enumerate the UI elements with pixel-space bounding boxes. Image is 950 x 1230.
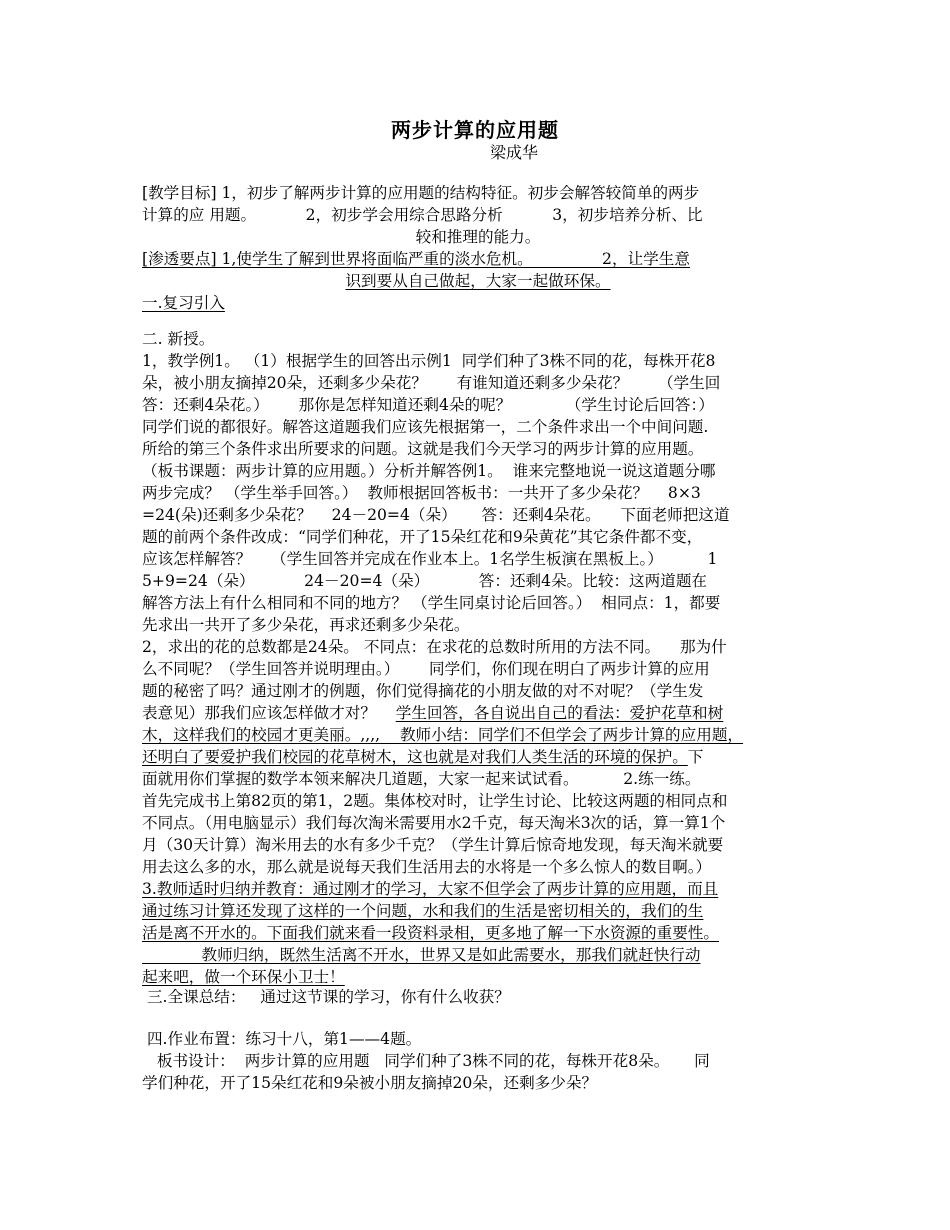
practice-line: 月（30天计算）淘米用去的水有多少千克？（学生计算后惊奇地发现，每天淘米就要 bbox=[142, 836, 724, 854]
section-review bbox=[142, 292, 814, 314]
teacher-summary-underlined: 还明白了要爱护我们校园的花草树木，这也就是对我们人类生活的环境的保护。 bbox=[142, 748, 688, 766]
body-line: （板书课题：两步计算的应用题。）分析并解答例1。 谁来完整地说一说这道题分哪 bbox=[142, 462, 716, 480]
objectives-line: [教学目标] 1，初步了解两步计算的应用题的结构特征。初步会解答较简单的两步 bbox=[142, 184, 700, 202]
body-line: 面就用你们掌握的数学本领来解决几道题，大家一起来试试看。 2.练一练。 bbox=[142, 770, 701, 788]
body-line: =24(朵)还剩多少朵花？ 24－20=4（朵） 答：还剩4朵花。 下面老师把这道 bbox=[142, 506, 730, 524]
student-answer-underlined: 学生回答，各自说出自己的看法：爱护花草和树 bbox=[395, 704, 724, 722]
body-line: 题的秘密了吗？通过刚才的例题，你们觉得摘花的小朋友做的对不对呢？（学生发 bbox=[142, 682, 704, 700]
penetration-points bbox=[142, 248, 814, 292]
body-line: 表意见）那我们应该怎样做才对？ bbox=[142, 704, 376, 722]
summary-line: 3.教师适时归纳并教育：通过刚才的学习，大家不但学会了两步计算的应用题，而且 bbox=[142, 880, 719, 898]
penetration-line-centered bbox=[142, 270, 814, 292]
body-line: 1，教学例1。 （1）根据学生的回答出示例1 同学们种了3株不同的花，每株开花8 bbox=[142, 352, 716, 370]
practice-line: 用去这么多的水，那么就是说每天我们生活用去的水将是一个多么惊人的数目啊。） bbox=[142, 858, 712, 876]
objectives-line: 计算的应 用题。 2，初步学会用综合思路分析 3，初步培养分析、比 bbox=[142, 206, 703, 224]
document-title: 两步计算的应用题 bbox=[391, 118, 559, 142]
board-design-line: 板书设计： 两步计算的应用题 同学们种了3株不同的花，每株开花8朵。 同 bbox=[142, 1052, 710, 1070]
penetration-line: [渗透要点] 1,使学生了解到世界将面临严重的淡水危机。 2，让学生意 bbox=[142, 250, 690, 268]
section-summary-text: 三.全课总结： 通过这节课的学习，你有什么收获？ bbox=[142, 988, 510, 1006]
body-line: 两步完成？ （学生举手回答。） 教师根据回答板书：一共开了多少朵花？ 8×3 bbox=[142, 484, 701, 502]
section-homework bbox=[142, 1028, 814, 1094]
body-line: 5+9=24（朵） 24－20=4（朵） 答：还剩4朵。比较：这两道题在 bbox=[142, 572, 708, 590]
body-line: 所给的第三个条件求出所要求的问题。这就是我们今天学习的两步计算的应用题。 bbox=[142, 440, 704, 458]
body-line-mixed bbox=[142, 702, 814, 724]
body-line: 解答方法上有什么相同和不同的地方？ （学生同桌讨论后回答。） 相同点：1，都要 bbox=[142, 594, 721, 612]
section-new-heading: 二. 新授。 bbox=[142, 330, 215, 348]
section-review-heading: 一.复习引入 bbox=[142, 294, 225, 312]
body-line: 2，求出的花的总数都是24朵。 不同点：在求花的总数时所用的方法不同。 那为什 bbox=[142, 638, 727, 656]
penetration-line: 识到要从自己做起，大家一起做环保。 bbox=[345, 272, 611, 290]
practice-line: 首先完成书上第82页的第1，2题。集体校对时，让学生讨论、比较这两题的相同点和 bbox=[142, 792, 728, 810]
body-line: 朵，被小朋友摘掉20朵，还剩多少朵花？ 有谁知道还剩多少朵花？ （学生回 bbox=[142, 374, 721, 392]
body-line: 题的前两个条件改成：“同学们种花，开了15朵红花和9朵黄花”其它条件都不变， bbox=[142, 528, 703, 546]
practice-line: 不同点。（用电脑显示）我们每次淘米需要用水2千克，每天淘米3次的话，算一算1个 bbox=[142, 814, 726, 832]
body-line: 先求出一共开了多少朵花，再求还剩多少朵花。 bbox=[142, 616, 470, 634]
summary-line: 起来吧，做一个环保小卫士！ bbox=[142, 968, 345, 986]
teacher-summary-underlined: 木，这样我们的校园才更美丽。,,,, 教师小结：同学们不但学会了两步计算的应用题， bbox=[142, 726, 744, 744]
summary-line: 活是离不开水的。下面我们就来看一段资料录相，更多地了解一下水资源的重要性。 bbox=[142, 924, 719, 942]
teaching-objectives bbox=[142, 182, 814, 248]
summary-line: 教师归纳，既然生活离不开水，世界又是如此需要水，那我们就赶快行动 bbox=[142, 946, 701, 964]
section-summary bbox=[142, 986, 814, 1008]
body-line: 答：还剩4朵花。） 那你是怎样知道还剩4朵的呢？ （学生讨论后回答：） bbox=[142, 396, 714, 414]
section-homework-text: 四.作业布置：练习十八，第1——4题。 bbox=[142, 1030, 422, 1048]
body-line: 么不同呢？（学生回答并说明理由。） 同学们，你们现在明白了两步计算的应用 bbox=[142, 660, 710, 678]
body-line: 应该怎样解答？ （学生回答并完成在作业本上。1名学生板演在黑板上。） 1 bbox=[142, 550, 718, 568]
document-author: 梁成华 bbox=[490, 143, 539, 162]
objectives-line: 较和推理的能力。 bbox=[415, 228, 541, 246]
body-line-tail: 下 bbox=[687, 748, 704, 766]
summary-line: 通过练习计算还发现了这样的一个问题，水和我们的生活是密切相关的，我们的生 bbox=[142, 902, 704, 920]
section-new-lesson bbox=[142, 328, 814, 988]
board-design-line: 学们种花，开了15朵红花和9朵被小朋友摘掉20朵，还剩多少朵？ bbox=[142, 1074, 598, 1092]
body-line: 同学们说的都很好。解答这道题我们应该先根据第一，二个条件求出一个中间问题. bbox=[142, 418, 709, 436]
